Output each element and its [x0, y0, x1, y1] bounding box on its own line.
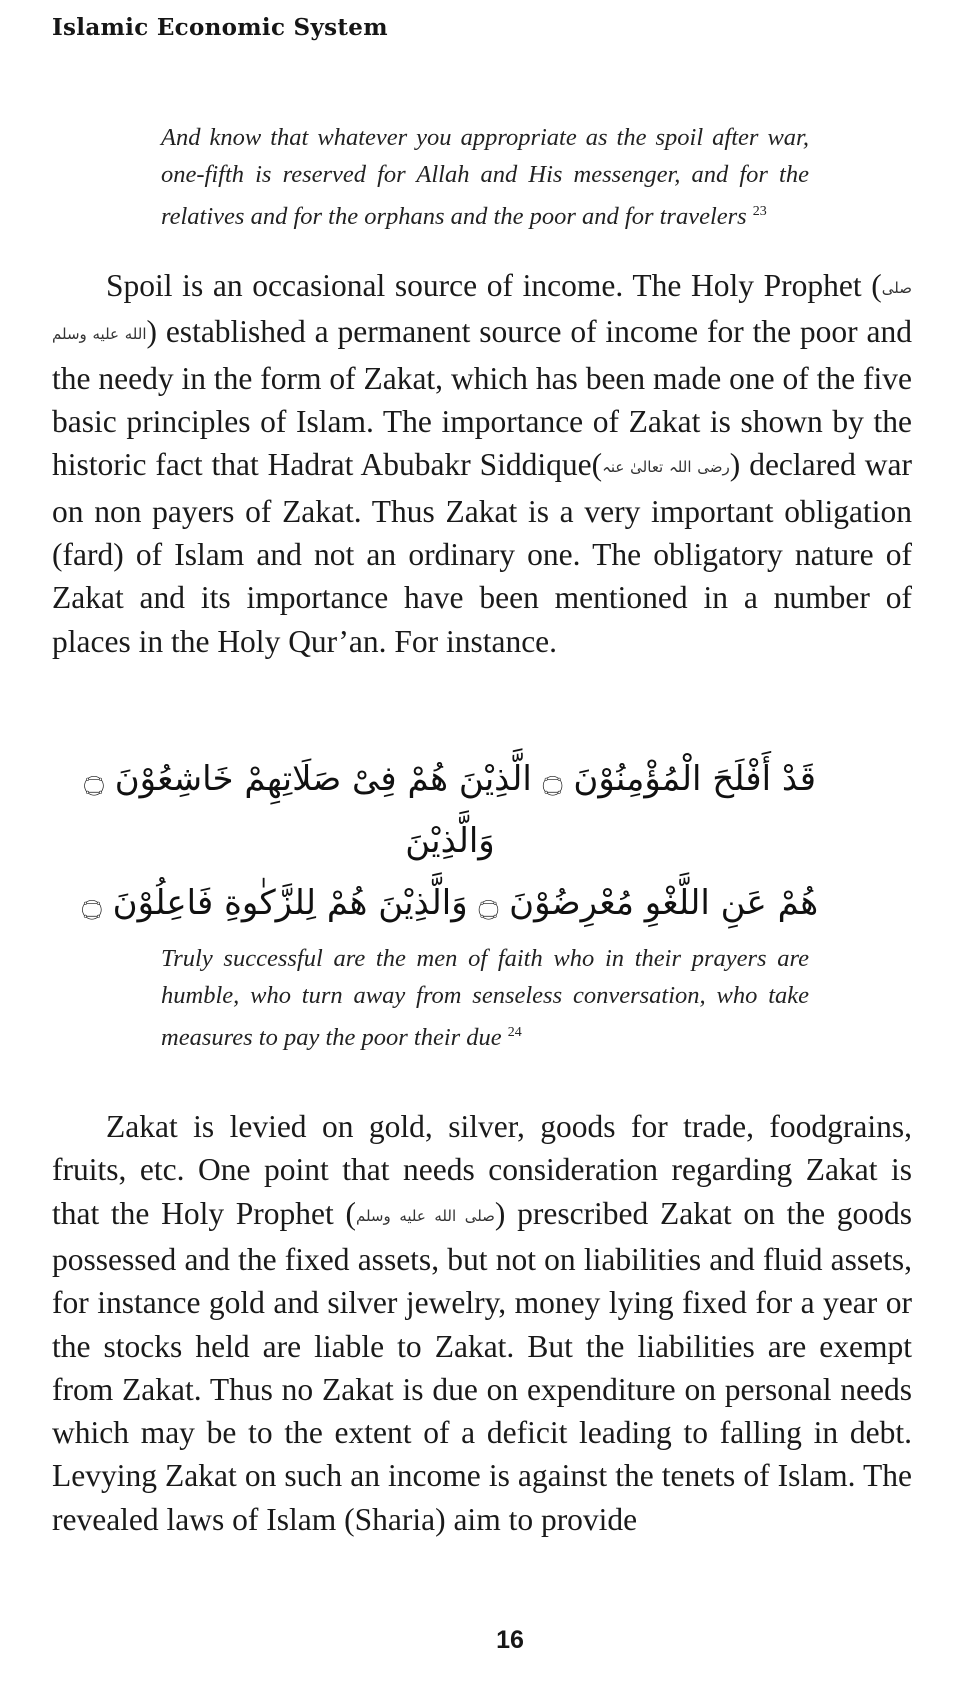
- arabic-verse-line-1: قَدْ أَفْلَحَ الْمُؤْمِنُوْنَ ۝ الَّذِيْنَ هُمْ فِىْ صَلَاتِهِمْ خَاشِعُوْنَ ۝ وَالَّذِيْنَ: [83, 759, 817, 861]
- arabic-verse: [80, 748, 820, 934]
- paragraph-text: Zakat is levied on gold, silver, goods for trade, foodgrains, fruits, etc. One point that needs consideration regarding Zakat is that the Holy Prophet (: [52, 1109, 912, 1231]
- running-head: Islamic Economic System: [52, 14, 388, 41]
- footnote-marker: 23: [752, 204, 767, 219]
- page-number: 16: [496, 1626, 524, 1654]
- arabic-honorific: صلى الله عليه وسلم: [355, 1206, 495, 1225]
- quote-text: And know that whatever you appropriate as the spoil after war, one-fifth is reserved for Allah and His messenger, and for the relatives and for the orphans and the poor and for travelers: [161, 124, 809, 231]
- arabic-verse-line-2: هُمْ عَنِ اللَّغْوِ مُعْرِضُوْنَ ۝ وَالَّذِيْنَ هُمْ لِلزَّكٰوةِ فَاعِلُوْنَ ۝: [81, 883, 819, 923]
- arabic-honorific: صلى الله عليه وسلم: [52, 279, 912, 344]
- quranic-translation-quote-2: [161, 940, 809, 1056]
- paragraph-text: ) established a permanent source of income for the poor and the needy in the form of Zakat, which has been made one of the five basic principles of Islam. The importance of Zakat is shown by the historic fact that Hadrat Abubakr Siddique(: [52, 314, 912, 483]
- paragraph-text: ) declared war on non payers of Zakat. Thus Zakat is a very important obligation (fard) of Islam and not an ordinary one. The obligatory nature of Zakat and its importance have been mentioned in a number of places in the Holy Qur’an. For instance.: [52, 447, 912, 659]
- quote-text: Truly successful are the men of faith who in their prayers are humble, who turn away from senseless conversation, who take measures to pay the poor their due: [161, 945, 809, 1052]
- quranic-translation-quote: [161, 119, 809, 235]
- body-paragraph-2: [52, 1105, 912, 1541]
- arabic-honorific: رضی اللہ تعالیٰ عنہ: [602, 458, 730, 477]
- paragraph-text: ) prescribed Zakat on the goods possessed and the fixed assets, but not on liabilities and fluid assets, for instance gold and silver jewelry, money lying fixed for a year or the stocks held are liable to Zakat. But the liabilities are exempt from Zakat. Thus no Zakat is due on expenditure on personal needs which may be to the extent of a deficit leading to falling in debt. Levying Zakat on such an income is against the tenets of Islam. The revealed laws of Islam (Sharia) aim to provide: [52, 1195, 912, 1537]
- footnote-marker: 24: [507, 1025, 522, 1040]
- body-paragraph-1: [52, 264, 912, 663]
- paragraph-text: Spoil is an occasional source of income. The Holy Prophet (: [106, 268, 882, 303]
